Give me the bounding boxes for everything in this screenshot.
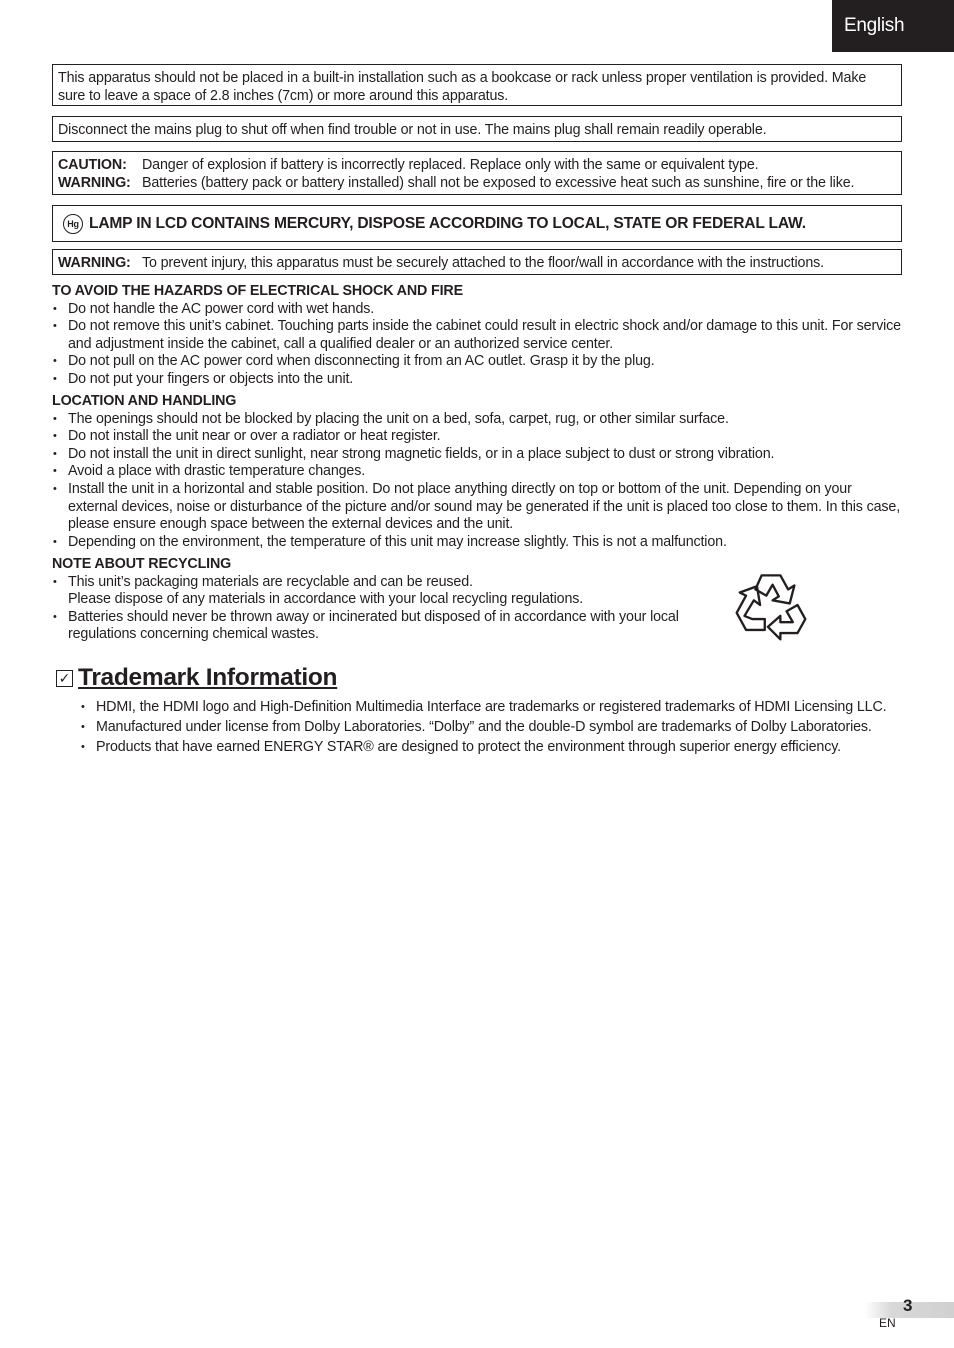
recycle-icon — [732, 566, 810, 644]
list-item: • Install the unit in a horizontal and stable position. Do not place anything directly on top or bottom of the unit. Depending on your external devices, noise or disturbance of the picture and/or sound may be generated if the unit is placed too close to them. In this case, please ensure enough space between the external devices and the unit. — [52, 481, 902, 534]
warning2-text: To prevent injury, this apparatus must be securely attached to the floor/wall in accordance with the instructions. — [142, 255, 824, 271]
bullet-list — [52, 411, 902, 552]
checkbox-icon: ✓ — [56, 670, 73, 687]
list-item: • Products that have earned ENERGY STAR® are designed to protect the environment through superior energy efficiency. — [80, 739, 902, 756]
list-item: • Depending on the environment, the temperature of this unit may increase slightly. This is not a malfunction. — [52, 534, 902, 552]
warning-label: WARNING: — [58, 175, 131, 191]
list-item-line: This unit’s packaging materials are recyclable and can be reused. — [68, 573, 473, 590]
list-item: • Do not pull on the AC power cord when disconnecting it from an AC outlet. Grasp it by the plug. — [52, 353, 902, 371]
mercury-text: LAMP IN LCD CONTAINS MERCURY, DISPOSE ACCORDING TO LOCAL, STATE OR FEDERAL LAW. — [89, 214, 806, 232]
battery-notice — [52, 151, 902, 195]
trademark-list — [80, 699, 902, 759]
section-title: LOCATION AND HANDLING — [52, 393, 237, 409]
mains-plug-notice: Disconnect the mains plug to shut off when find trouble or not in use. The mains plug shall remain readily operable. — [52, 116, 902, 142]
list-item — [52, 574, 742, 609]
caution-label: CAUTION: — [58, 157, 127, 173]
language-tab: English — [832, 0, 954, 52]
bullet-list — [52, 574, 742, 644]
list-item: • Do not handle the AC power cord with wet hands. — [52, 301, 902, 319]
ventilation-notice: This apparatus should not be placed in a built-in installation such as a bookcase or rack unless proper ventilation is provided. Make sure to leave a space of 2.8 inches (7cm) or more around this apparatus. — [52, 64, 902, 106]
location-handling-section — [52, 393, 902, 551]
list-item-line: Please dispose of any materials in accordance with your local recycling regulations. — [68, 591, 584, 608]
trademark-title: Trademark Information — [78, 664, 338, 691]
list-item: • Batteries should never be thrown away or incinerated but disposed of in accordance with your local regulations concerning chemical wastes. — [52, 609, 742, 644]
list-item: • HDMI, the HDMI logo and High-Definition Multimedia Interface are trademarks or registered trademarks of HDMI Licensing LLC. — [80, 699, 902, 716]
bullet-list — [52, 301, 902, 389]
mercury-hg-icon: Hg — [63, 214, 83, 234]
list-item: • Manufactured under license from Dolby Laboratories. “Dolby” and the double-D symbol are trademarks of Dolby Laboratories. — [80, 719, 902, 736]
list-item: • Do not remove this unit’s cabinet. Touching parts inside the cabinet could result in electric shock and/or damage to this unit. For service and adjustment inside the cabinet, call a qualified dealer or an authorized service center. — [52, 318, 902, 353]
mercury-notice — [52, 205, 902, 242]
warning-battery-text: Batteries (battery pack or battery installed) shall not be exposed to excessive heat such as sunshine, fire or the like. — [142, 175, 855, 191]
electrical-safety-section — [52, 283, 902, 389]
page-language-code: EN — [879, 1316, 896, 1330]
section-title: NOTE ABOUT RECYCLING — [52, 556, 232, 572]
list-item: • Avoid a place with drastic temperature changes. — [52, 463, 902, 481]
list-item: • Do not install the unit in direct sunlight, near strong magnetic fields, or in a place subject to dust or strong vibration. — [52, 446, 902, 464]
section-title: TO AVOID THE HAZARDS OF ELECTRICAL SHOCK AND FIRE — [52, 283, 463, 299]
list-item: • The openings should not be blocked by placing the unit on a bed, sofa, carpet, rug, or other similar surface. — [52, 411, 902, 429]
caution-text: Danger of explosion if battery is incorrectly replaced. Replace only with the same or equivalent type. — [142, 157, 759, 173]
recycling-section — [52, 556, 742, 644]
list-item: • Do not put your fingers or objects into the unit. — [52, 371, 902, 389]
trademark-heading — [56, 664, 337, 692]
warning2-label: WARNING: — [58, 255, 131, 271]
page-number: 3 — [903, 1296, 913, 1315]
mounting-warning-notice — [52, 249, 902, 275]
list-item: • Do not install the unit near or over a radiator or heat register. — [52, 428, 902, 446]
